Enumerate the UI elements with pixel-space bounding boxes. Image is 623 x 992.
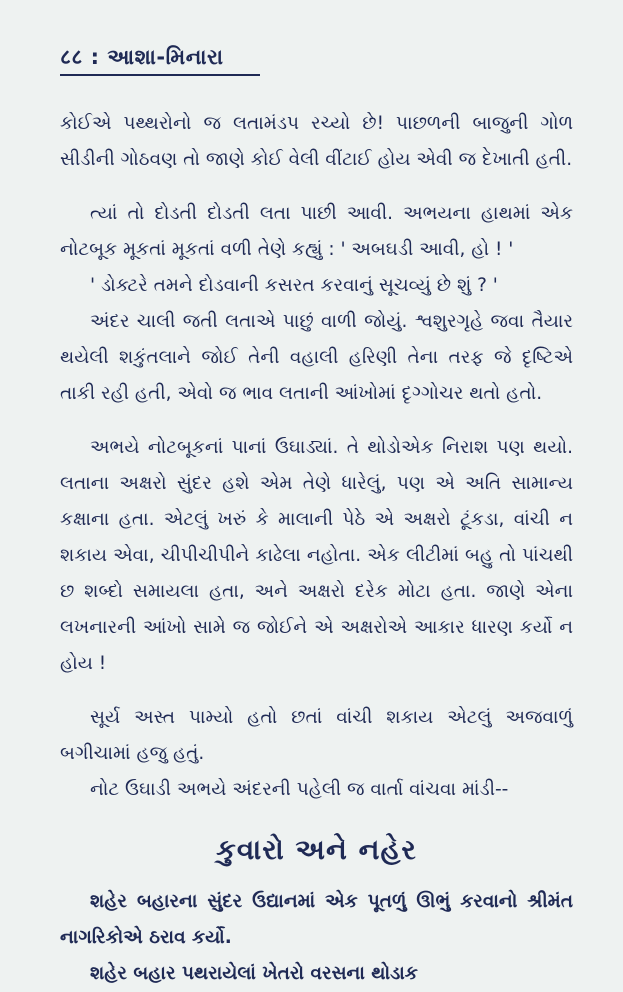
book-title: આશા-મિનારા <box>107 45 224 69</box>
header-rule <box>60 74 260 76</box>
story-title: કુવારો અને નહેર <box>216 833 417 866</box>
paragraph-3: ' ડોક્ટરે તમને દોડવાની કસરત કરવાનું સૂચવ્યું છે શું ? ' <box>90 275 498 296</box>
paragraph-6: સૂર્ય અસ્ત પામ્યો હતો છતાં વાંચી શકાય એટલું અજવાળું બગીચામાં હજુ હતું. <box>60 707 573 764</box>
paragraph-5: અભયે નોટબૂકનાં પાનાં ઉઘાડ્યાં. તે થોડોએક નિરાશ પણ થયો. લતાના અક્ષરો સુંદર હશે એમ તેણે ધારેલું, પણ એ અતિ સામાન્ય કક્ષાના હતા. એટલું ખરું કે માલાની પેઠે એ અક્ષરો ટૂંકડા, વાંચી ન શકાય એવા, ચીપીચીપીને કાઢેલા નહોતા. એક લીટીમાં બહુ તો પાંચથી છ શબ્દો સમાયલા હતા, અને અક્ષરો દરેક મોટા હતા. જાણે એના લખનારની આંખો સામે જ જોઈને એ અક્ષરોએ આકાર ધારણ કર્યો ન હોય ! <box>60 437 573 674</box>
paragraph-2: ત્યાં તો દોડતી દોડતી લતા પાછી આવી. અભયના હાથમાં એક નોટબૂક મૂકતાં મૂકતાં વળી તેણે કહ્યું : ' અબઘડી આવી, હો ! ' <box>60 203 573 260</box>
story-line-1: શહેર બહારના સુંદર ઉદ્યાનમાં એક પૂતળું ઊભું કરવાનો શ્રીમંત નાગરિકોએ ઠરાવ કર્યો. <box>60 891 573 948</box>
paragraph-1: કોઈએ પથ્થરોનો જ લતામંડપ રચ્યો છે! પાછળની બાજુની ગોળ સીડીની ગોઠવણ તો જાણે કોઈ વેલી વીંટાઈ હોય એવી જ દેખાતી હતી. <box>60 113 573 170</box>
header-separator: : <box>90 45 100 69</box>
paragraph-4: અંદર ચાલી જતી લતાએ પાછું વાળી જોયું. શ્વશુરગૃહે જવા તૈયાર થયેલી શકુંતલાને જોઈ તેની વહાલી હરિણી તેના તરફ જે દૃષ્ટિએ તાકી રહી હતી, એવો જ ભાવ લતાની આંખોમાં દૃગ્ગોચર થતો હતો. <box>60 311 573 404</box>
page-number: ८८ <box>60 45 83 69</box>
page-header <box>60 42 573 72</box>
story-line-2: શહેર બહાર પથરાયેલાં ખેતરો વરસના થોડાક <box>90 963 418 984</box>
paragraph-7: નોટ ઉઘાડી અભયે અંદરની પહેલી જ વાર્તા વાંચવા માંડી-- <box>90 779 509 800</box>
